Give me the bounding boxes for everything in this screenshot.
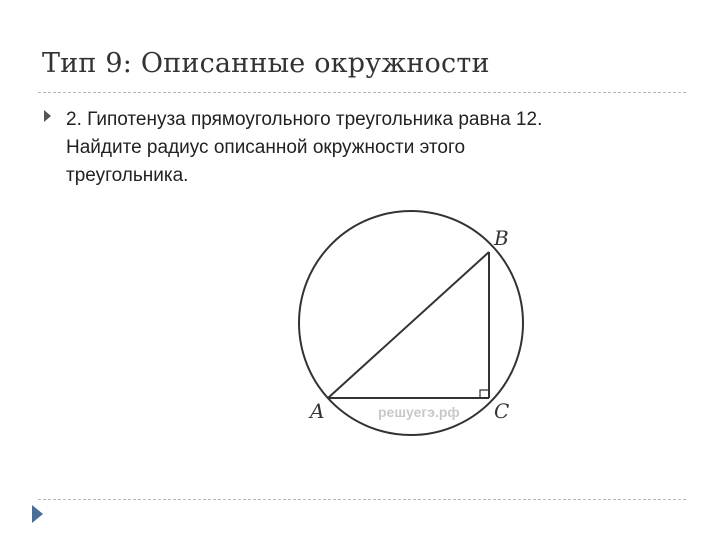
vertex-label-b: B — [494, 226, 509, 250]
problem-text — [66, 106, 706, 190]
vertex-label-a: A — [310, 399, 325, 423]
bullet-arrow-icon — [44, 110, 51, 122]
next-slide-arrow-icon[interactable] — [32, 505, 43, 523]
watermark: решуегэ.рф — [378, 404, 460, 420]
vertex-label-c: C — [494, 399, 510, 423]
footer-divider — [38, 499, 686, 500]
problem-line-1: 2. Гипотенуза прямоугольного треугольника равна 12. — [66, 109, 543, 130]
hypotenuse-ab — [328, 252, 489, 398]
slide-title: Тип 9: Описанные окружности — [42, 48, 490, 79]
right-angle-mark — [480, 390, 489, 398]
problem-line-2: Найдите радиус описанной окружности этого — [66, 137, 466, 158]
circumscribed-circle-figure — [290, 210, 540, 440]
title-divider — [38, 92, 686, 93]
problem-line-3: треугольника. — [66, 165, 189, 186]
